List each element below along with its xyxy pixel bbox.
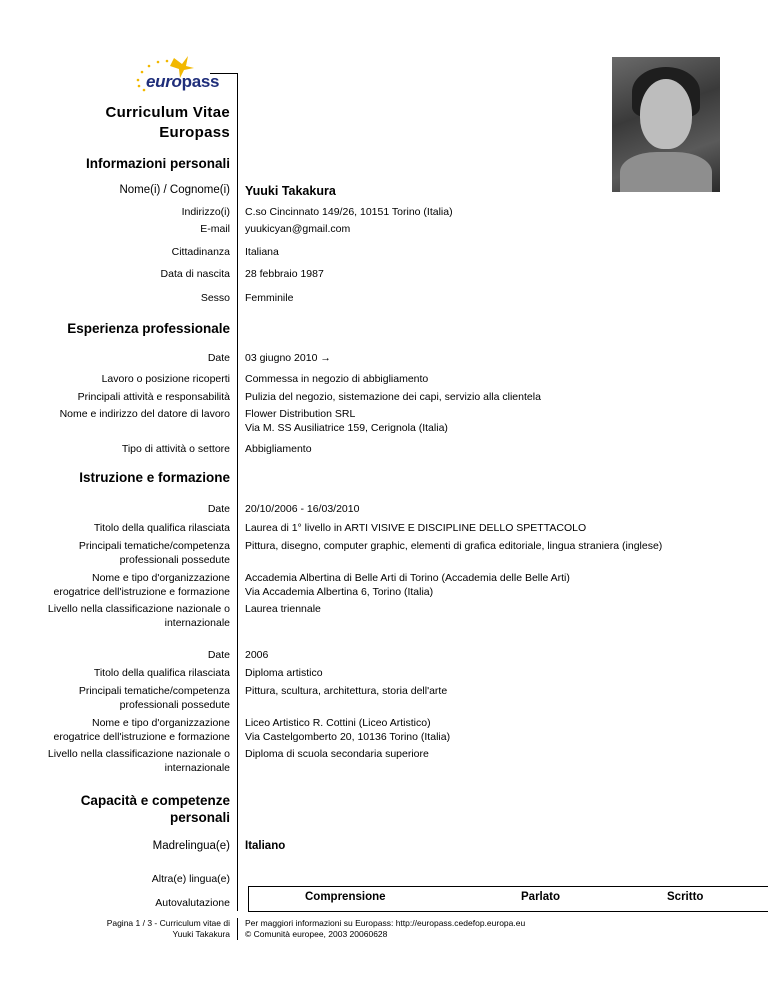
citizenship-label: Cittadinanza [171,246,230,258]
exp-employer-label: Nome e indirizzo del datore di lavoro [59,408,230,420]
edu1-level-value: Laurea triennale [245,603,321,615]
edu2-subjects-value: Pittura, scultura, architettura, storia dell'arte [245,685,448,697]
full-name: Yuuki Takakura [245,184,336,198]
exp-sector-value: Abbigliamento [245,443,312,455]
exp-sector-label: Tipo di attività o settore [121,443,230,455]
edu1-subjects-value: Pittura, disegno, computer graphic, elementi di grafica editoriale, lingua straniera (inglese) [245,540,663,552]
edu2-qual-label: Titolo della qualifica rilasciata [93,667,230,679]
col-comprehension: Comprensione [305,891,386,903]
exp-position-label: Lavoro o posizione ricoperti [101,373,230,385]
col-writing: Scritto [667,891,704,903]
edu1-date-label: Date [207,503,230,515]
self-assessment-label: Autovalutazione [155,897,230,909]
exp-date-label: Date [207,352,230,364]
section-skills: Capacità e competenze personali [80,793,230,825]
exp-position-value: Commessa in negozio di abbigliamento [245,373,429,385]
footer-page-info: Pagina 1 / 3 - Curriculum vitae di Yuuki Takakura [106,918,230,939]
edu2-level-label: Livello nella classificazione nazionale o internazionale [47,748,230,774]
edu2-subjects-label: Principali tematiche/competenza professionali possedute [78,685,230,711]
mother-tongue-label: Madrelingua(e) [152,840,230,852]
edu2-org-value: Liceo Artistico R. Cottini (Liceo Artistico) Via Castelgomberto 20, 10136 Torino (Italia) [245,717,451,743]
edu1-level-label: Livello nella classificazione nazionale o internazionale [47,603,230,629]
edu2-org-label: Nome e tipo d'organizzazione erogatrice dell'istruzione e formazione [53,717,230,743]
edu1-qual-value: Laurea di 1° livello in ARTI VISIVE E DISCIPLINE DELLO SPETTACOLO [245,522,587,534]
section-education: Istruzione e formazione [79,470,230,485]
footer-link[interactable]: Per maggiori informazioni su Europass: http://europass.cedefop.europa.eu [245,918,526,928]
edu2-date-label: Date [207,649,230,661]
edu2-qual-value: Diploma artistico [245,667,323,679]
citizenship-value: Italiana [245,246,279,258]
address-value: C.so Cincinnato 149/26, 10151 Torino (Italia) [245,206,453,218]
email-label: E-mail [200,223,230,235]
other-languages-label: Altra(e) lingua(e) [151,873,230,885]
name-label: Nome(i) / Cognome(i) [119,184,230,196]
edu2-date-value: 2006 [245,649,269,661]
vertical-rule [237,73,238,911]
footer-europass-info: Per maggiori informazioni su Europass: http://europass.cedefop.europa.eu © Comunità europee, 2003 20060628 [245,918,526,939]
section-personal-info: Informazioni personali [85,156,230,171]
sex-label: Sesso [200,292,230,304]
edu1-qual-label: Titolo della qualifica rilasciata [93,522,230,534]
mother-tongue-value: Italiano [245,840,286,852]
footer-rule [237,918,238,940]
exp-activities-label: Principali attività e responsabilità [77,391,230,403]
address-label: Indirizzo(i) [181,206,230,218]
edu1-subjects-label: Principali tematiche/competenza professionali possedute [78,540,230,566]
birth-label: Data di nascita [160,268,230,280]
edu1-date-value: 20/10/2006 - 16/03/2010 [245,503,360,515]
birth-value: 28 febbraio 1987 [245,268,324,280]
exp-employer-value: Flower Distribution SRL Via M. SS Ausiliatrice 159, Cerignola (Italia) [245,408,448,434]
edu1-org-value: Accademia Albertina di Belle Arti di Torino (Accademia delle Belle Arti) Via Accademia Albertina 6, Torino (Italia) [245,572,570,598]
email-value[interactable]: yuukicyan@gmail.com [245,223,351,235]
exp-activities-value: Pulizia del negozio, sistemazione dei capi, servizio alla clientela [245,391,541,403]
europass-logo-text: europass [146,72,220,91]
exp-date-value: 03 giugno 2010 → [245,352,331,364]
profile-photo [612,57,720,192]
sex-value: Femminile [245,292,294,304]
language-table-header [248,886,768,912]
col-speaking: Parlato [521,891,560,903]
cv-title: Curriculum Vitae Europass [105,104,230,141]
section-experience: Esperienza professionale [67,321,230,336]
edu1-org-label: Nome e tipo d'organizzazione erogatrice dell'istruzione e formazione [53,572,230,598]
edu2-level-value: Diploma di scuola secondaria superiore [245,748,429,760]
